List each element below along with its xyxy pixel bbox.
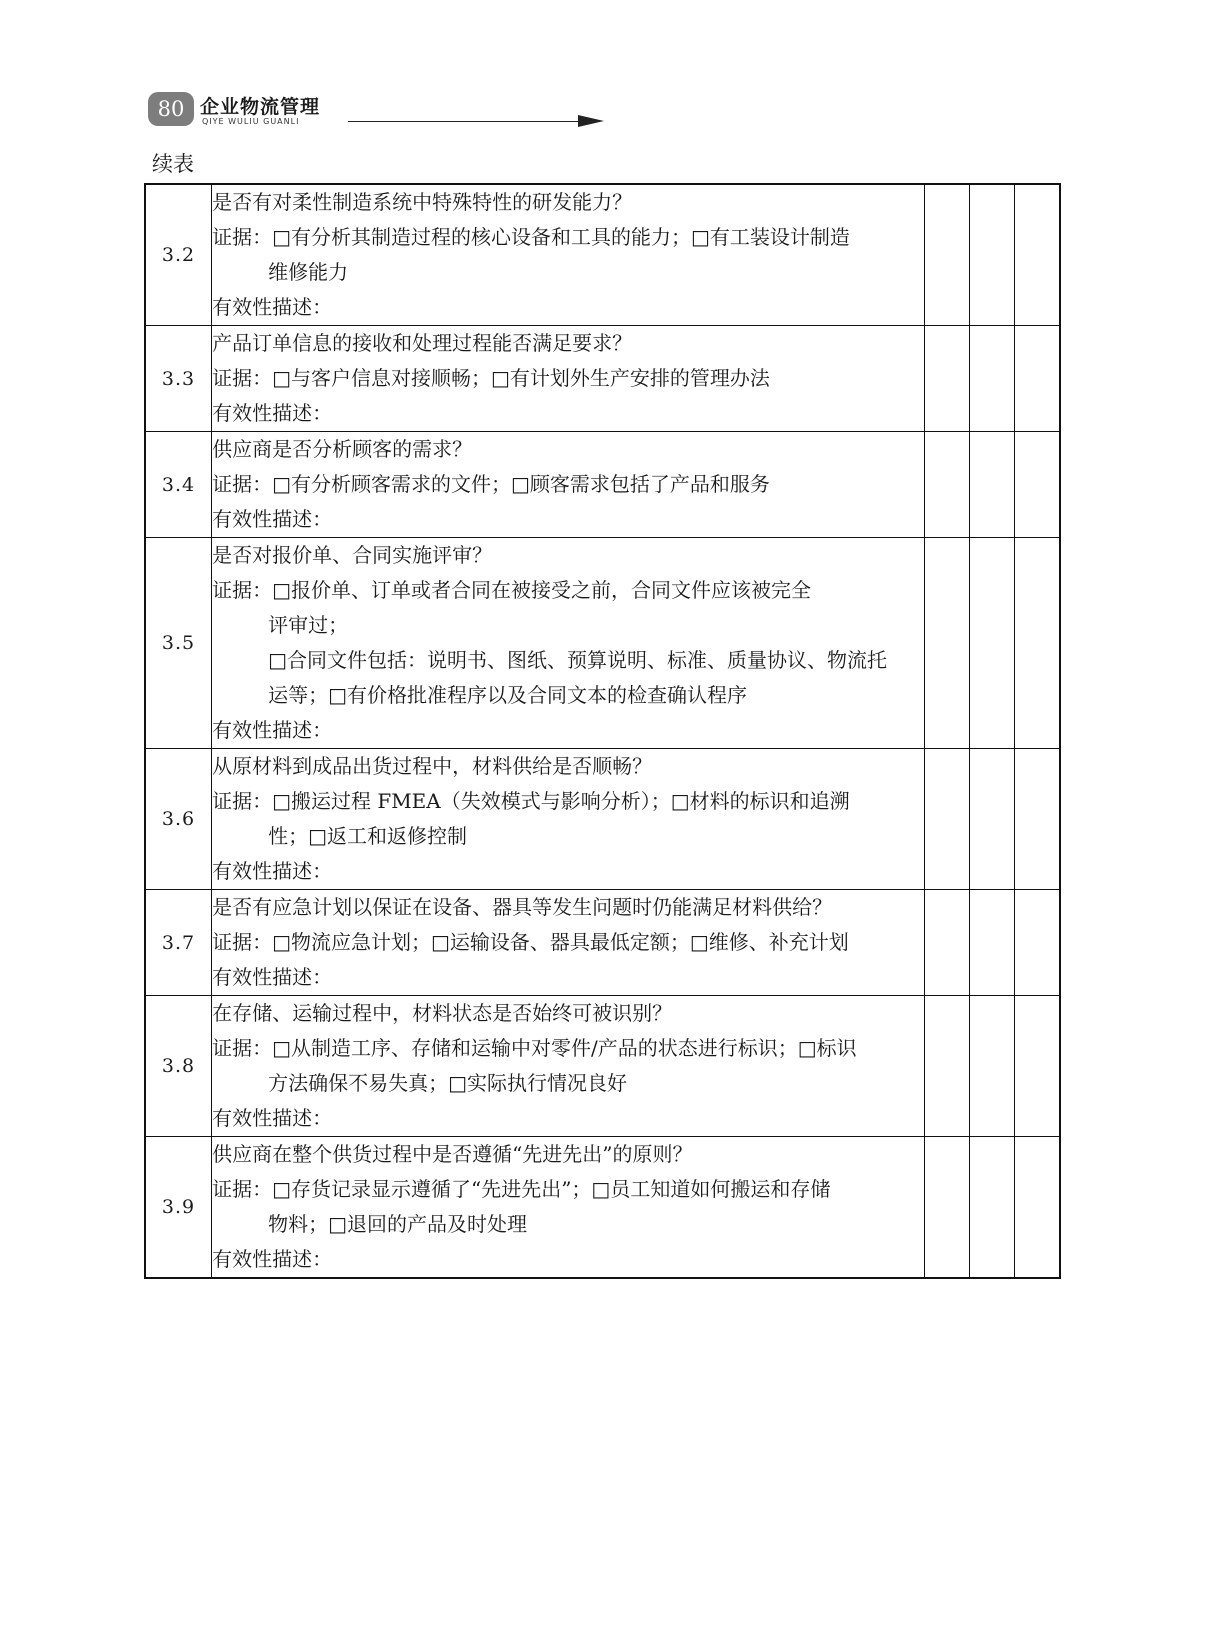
table-row [145,996,1060,1137]
table-row [145,326,1060,432]
content-line: 从原材料到成品出货过程中，材料供给是否顺畅？ [212,754,653,778]
continued-label: 续表 [152,152,194,176]
item-number: 3.8 [145,996,212,1137]
content-line: 证据：□物流应急计划；□运输设备、器具最低定额；□维修、补充计划 [212,930,849,954]
content-line: 有效性描述： [212,401,333,425]
checklist-body [145,184,1060,1278]
score-cell [925,184,969,326]
content-line: 有效性描述： [212,965,333,989]
content-line: 证据：□有分析顾客需求的文件；□顾客需求包括了产品和服务 [212,472,770,496]
content-line: 产品订单信息的接收和处理过程能否满足要求？ [212,331,633,355]
content-line: 证据：□存货记录显示遵循了“先进先出”；□员工知道如何搬运和存储 [212,1177,831,1201]
content-line: 有效性描述： [212,507,333,531]
content-line: 是否有应急计划以保证在设备、器具等发生问题时仍能满足材料供给？ [212,895,833,919]
item-number: 3.5 [145,538,212,749]
table-row [145,749,1060,890]
score-cell [969,1137,1014,1279]
table-row [145,184,1060,326]
item-content [212,538,925,749]
content-line: 证据：□有分析其制造过程的核心设备和工具的能力；□有工装设计制造 [212,225,850,249]
content-line: 评审过； [268,613,349,637]
book-subtitle: QIYE WULIU GUANLI [202,117,300,126]
item-content [212,184,925,326]
page-header [148,88,638,134]
score-cell [1015,538,1060,749]
score-cell [925,996,969,1137]
content-line: 运等；□有价格批准程序以及合同文本的检查确认程序 [268,683,747,707]
content-line: 证据：□与客户信息对接顺畅；□有计划外生产安排的管理办法 [212,366,770,390]
score-cell [925,432,969,538]
content-line: 证据：□报价单、订单或者合同在被接受之前，合同文件应该被完全 [212,578,811,602]
content-line: 证据：□从制造工序、存储和运输中对零件/产品的状态进行标识；□标识 [212,1036,857,1060]
content-line: 有效性描述： [212,859,333,883]
item-content [212,432,925,538]
content-line: 性；□返工和返修控制 [268,824,467,848]
score-cell [925,890,969,996]
table-row [145,538,1060,749]
item-content [212,890,925,996]
score-cell [969,326,1014,432]
score-cell [925,538,969,749]
content-line: 供应商是否分析顾客的需求？ [212,437,473,461]
item-content [212,1137,925,1279]
score-cell [969,890,1014,996]
content-line: 有效性描述： [212,295,333,319]
score-cell [1015,184,1060,326]
item-number: 3.6 [145,749,212,890]
table-row [145,432,1060,538]
score-cell [969,538,1014,749]
score-cell [1015,326,1060,432]
item-number: 3.7 [145,890,212,996]
score-cell [969,996,1014,1137]
book-title: 企业物流管理 [200,96,321,118]
item-number: 3.9 [145,1137,212,1279]
score-cell [1015,432,1060,538]
score-cell [1015,1137,1060,1279]
item-number: 3.2 [145,184,212,326]
page-number-badge: 80 [148,92,194,126]
score-cell [969,432,1014,538]
content-line: 是否对报价单、合同实施评审？ [212,543,493,567]
content-line: 有效性描述： [212,1106,333,1130]
content-line: 有效性描述： [212,718,333,742]
content-line: 维修能力 [268,260,349,284]
table-row [145,1137,1060,1279]
score-cell [969,749,1014,890]
checklist-table [144,183,1061,1279]
content-line: 供应商在整个供货过程中是否遵循“先进先出”的原则？ [212,1142,693,1166]
score-cell [925,749,969,890]
header-arrow-icon [578,115,604,127]
header-rule [348,121,578,122]
score-cell [925,1137,969,1279]
content-line: 是否有对柔性制造系统中特殊特性的研发能力？ [212,190,633,214]
item-content [212,749,925,890]
item-number: 3.3 [145,326,212,432]
item-number: 3.4 [145,432,212,538]
score-cell [1015,749,1060,890]
content-line: 证据：□搬运过程 FMEA（失效模式与影响分析）；□材料的标识和追溯 [212,789,850,813]
content-line: 在存储、运输过程中，材料状态是否始终可被识别？ [212,1001,673,1025]
score-cell [969,184,1014,326]
score-cell [1015,890,1060,996]
item-content [212,996,925,1137]
content-line: □合同文件包括：说明书、图纸、预算说明、标准、质量协议、物流托 [268,648,887,672]
score-cell [925,326,969,432]
content-line: 方法确保不易失真；□实际执行情况良好 [268,1071,627,1095]
content-line: 有效性描述： [212,1247,333,1271]
table-row [145,890,1060,996]
content-line: 物料；□退回的产品及时处理 [268,1212,527,1236]
score-cell [1015,996,1060,1137]
item-content [212,326,925,432]
